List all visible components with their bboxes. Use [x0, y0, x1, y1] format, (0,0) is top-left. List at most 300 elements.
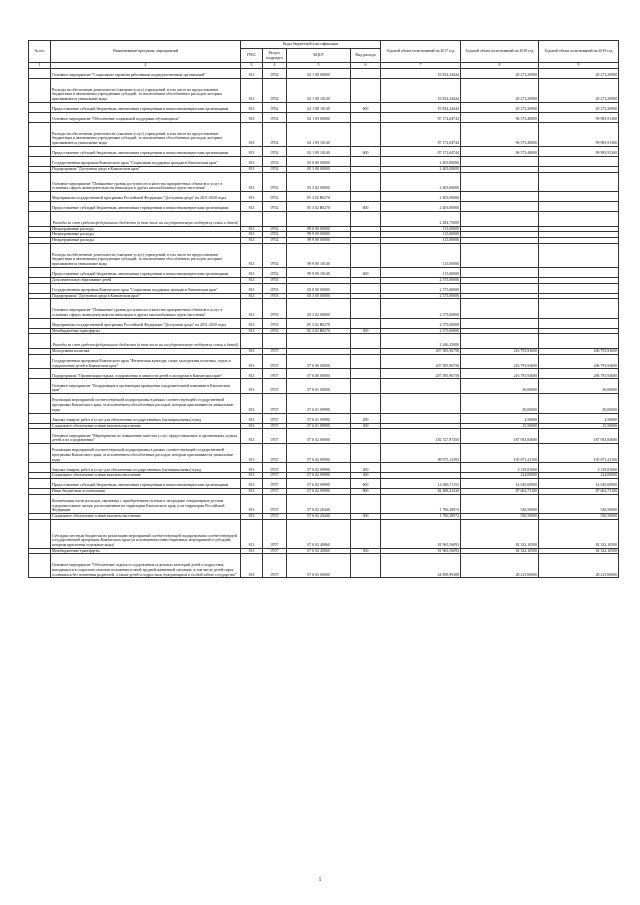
table-row	[29, 146, 619, 156]
cell-v18	[461, 191, 539, 201]
cell-v19: 20 273,20900	[539, 78, 619, 102]
cell-num	[29, 191, 51, 201]
cell-name: Основное мероприятие "Обеспечение социальной поддержки обучающихся"	[51, 112, 241, 122]
cell-vr: 300	[351, 514, 381, 520]
cell-v17: 87 172,64744	[381, 122, 461, 146]
cell-rz: 0707	[263, 443, 287, 462]
cell-num	[29, 243, 51, 267]
table-row	[29, 201, 619, 211]
cell-v18: 25,50000	[461, 423, 539, 429]
cell-grbs: 813	[241, 226, 263, 232]
cell-grbs: 813	[241, 166, 263, 172]
cell-v18: 20 273,20900	[461, 102, 539, 112]
cell-v17: 81 965,56093	[381, 519, 461, 548]
cell-v19: 87 663,73100	[539, 489, 619, 495]
cell-rz: 0707	[263, 548, 287, 554]
cell-ksr: 05 3 00 00000	[287, 166, 351, 172]
cell-ksr: 02 1 09 10140	[287, 122, 351, 146]
table-row	[29, 463, 619, 473]
cell-v17: 2 446,25000	[381, 334, 461, 349]
cell-num	[29, 201, 51, 211]
cell-v17: 2 405,00000	[381, 172, 461, 191]
cell-name: Реализация мероприятий соответствующей подпрограммы в рамках соответствующей государственной программы Камчатского края, за исключением обособленных расходов, которым присваиваются уникальные коды	[51, 443, 241, 462]
cell-v19: 536,50000	[539, 494, 619, 513]
cell-grbs: 813	[241, 413, 263, 423]
table-row	[29, 423, 619, 429]
cell-name: Межбюджетные трансферты	[51, 328, 241, 334]
cell-vr: 300	[351, 473, 381, 479]
cell-name: Основное мероприятие "Повышение уровня доступности и качества приоритетных объектов и услуг в основных сферах жизнедеятельности инвалидов и других маломобильных групп населения"	[51, 299, 241, 318]
cell-vr: 600	[351, 479, 381, 489]
cell-grbs: 813	[241, 146, 263, 156]
cell-num	[29, 267, 51, 277]
codes-group-header: Коды бюджетной классификации	[241, 41, 381, 49]
cell-name: Предоставление субсидий бюджетным, автономным учреждениям и иным некоммерческим организациям	[51, 479, 241, 489]
cell-v18: 82 332,10500	[461, 519, 539, 548]
cell-rz: 0702	[263, 232, 287, 238]
col-vr-header: Вид расхода	[351, 49, 381, 63]
cell-v18	[461, 334, 539, 349]
cell-v18: 96 573,40000	[461, 146, 539, 156]
cell-name: Предоставление субсидий бюджетным, автономным учреждениям и иным некоммерческим организациям	[51, 102, 241, 112]
cell-v17: 1 786,38974	[381, 494, 461, 513]
cell-vr	[351, 122, 381, 146]
cell-grbs: 813	[241, 394, 263, 413]
cell-ksr: 05 0 00 00000	[287, 156, 351, 166]
cell-name: Государственная программа Камчатского края "Социальная поддержка граждан в Камчатском крае"	[51, 283, 241, 293]
cell-name: Основное мероприятие "Повышение уровня доступности и качества приоритетных объектов и услуг в основных сферах жизнедеятельности инвалидов и других маломобильных групп населения"	[51, 172, 241, 191]
cell-vr: 600	[351, 201, 381, 211]
cell-v19	[539, 318, 619, 328]
cell-num	[29, 479, 51, 489]
table-row	[29, 429, 619, 444]
cell-grbs: 813	[241, 201, 263, 211]
cell-vr	[351, 68, 381, 78]
cell-v19	[539, 267, 619, 277]
cell-name: Непрограммные расходы	[51, 226, 241, 232]
cell-v19: 28 215,00000	[539, 554, 619, 578]
cell-grbs: 813	[241, 68, 263, 78]
table-row	[29, 479, 619, 489]
cell-v17: 207 585,96758	[381, 354, 461, 369]
cell-num	[29, 146, 51, 156]
cell-grbs: 813	[241, 429, 263, 444]
cell-num	[29, 68, 51, 78]
col-razdel-header: Раздел, подраздел	[263, 49, 287, 63]
cell-grbs: 813	[241, 349, 263, 355]
cell-v17: 24 858,99308	[381, 554, 461, 578]
cell-rz: 0707	[263, 514, 287, 520]
cell-rz: 0703	[263, 283, 287, 293]
cell-name: Мероприятия государственной программы Российской Федерации "Доступная среда" на 2011-2020 годы	[51, 191, 241, 201]
cell-v17: 84 488,41430	[381, 489, 461, 495]
cell-v19: 20 273,20900	[539, 102, 619, 112]
table-row	[29, 78, 619, 102]
cell-rz: 0702	[263, 112, 287, 122]
cell-rz: 0702	[263, 102, 287, 112]
cell-name: Основное мероприятие "Мероприятия по повышению качества услуг, предоставляемых в организациях отдыха детей и их оздоровления"	[51, 429, 241, 444]
cell-grbs: 813	[241, 293, 263, 299]
table-row	[29, 334, 619, 349]
cell-grbs: 813	[241, 318, 263, 328]
cell-rz: 0707	[263, 479, 287, 489]
table-row	[29, 299, 619, 318]
cell-num	[29, 463, 51, 473]
cell-v17: 207 585,96758	[381, 349, 461, 355]
cell-num	[29, 369, 51, 379]
cell-v19	[539, 172, 619, 191]
cell-ksr: 07 6 02 40060	[287, 548, 351, 554]
cell-vr: 200	[351, 413, 381, 423]
cell-ksr: 07 6 00 00000	[287, 369, 351, 379]
cell-grbs: 813	[241, 328, 263, 334]
cell-name: Социальное обеспечение и иные выплаты населению	[51, 473, 241, 479]
cell-v17	[381, 379, 461, 394]
cell-v17: 2 575,00000	[381, 299, 461, 318]
cell-grbs: 813	[241, 554, 263, 578]
cell-num	[29, 112, 51, 122]
table-row	[29, 283, 619, 293]
cell-ksr: 07 6 01 00000	[287, 379, 351, 394]
cell-v18: 224,00000	[461, 473, 539, 479]
cell-vr: 500	[351, 548, 381, 554]
cell-name: Государственная программа Камчатского края "Физическая культура, спорт, молодежная политика, отдых и оздоровление детей в Камчатском крае"	[51, 354, 241, 369]
cell-ksr: 05 3 02 R0270	[287, 318, 351, 328]
cell-vr	[351, 191, 381, 201]
cell-ksr: 07 6 02 09990	[287, 463, 351, 473]
cell-grbs: 813	[241, 267, 263, 277]
cell-grbs: 813	[241, 463, 263, 473]
cell-num	[29, 413, 51, 423]
column-index-cell: 5	[287, 63, 351, 69]
cell-name: Непрограммные расходы	[51, 238, 241, 244]
cell-v18: 30,00000	[461, 394, 539, 413]
cell-ksr: 99 9 00 10140	[287, 243, 351, 267]
cell-v18	[461, 211, 539, 226]
cell-rz: 0702	[263, 122, 287, 146]
cell-num	[29, 172, 51, 191]
table-row	[29, 191, 619, 201]
cell-v19	[539, 299, 619, 318]
cell-v19	[539, 201, 619, 211]
cell-ksr	[287, 334, 351, 349]
table-row	[29, 68, 619, 78]
cell-grbs: 813	[241, 548, 263, 554]
cell-name: Закупка товаров, работ и услуг для обеспечения государственных (муниципальных) нужд	[51, 463, 241, 473]
cell-vr	[351, 318, 381, 328]
cell-v19	[539, 243, 619, 267]
cell-v17: 2 405,00000	[381, 166, 461, 172]
cell-rz: 0703	[263, 328, 287, 334]
cell-name: Непрограммные расходы	[51, 232, 241, 238]
cell-rz: 0707	[263, 354, 287, 369]
cell-grbs: 813	[241, 299, 263, 318]
cell-grbs	[241, 211, 263, 226]
cell-rz: 0702	[263, 201, 287, 211]
budget-table	[28, 40, 619, 578]
table-row	[29, 379, 619, 394]
cell-v19: 20 273,20900	[539, 68, 619, 78]
table-row	[29, 519, 619, 548]
cell-v18: 28 215,00000	[461, 554, 539, 578]
cell-vr	[351, 494, 381, 513]
cell-rz: 0707	[263, 423, 287, 429]
cell-v17: 115,00000	[381, 238, 461, 244]
cell-rz: 0702	[263, 68, 287, 78]
cell-grbs: 813	[241, 354, 263, 369]
cell-rz: 0707	[263, 473, 287, 479]
table-row	[29, 494, 619, 513]
cell-grbs: 813	[241, 78, 263, 102]
cell-grbs: 813	[241, 519, 263, 548]
cell-v18: 30,00000	[461, 379, 539, 394]
cell-vr	[351, 334, 381, 349]
cell-v19: 224,00000	[539, 473, 619, 479]
cell-v19: 99 983,91300	[539, 146, 619, 156]
cell-ksr: 02 1 09 00000	[287, 112, 351, 122]
table-row	[29, 394, 619, 413]
cell-v19	[539, 334, 619, 349]
cell-num	[29, 429, 51, 444]
cell-v17: 115,00000	[381, 232, 461, 238]
cell-vr	[351, 394, 381, 413]
table-row	[29, 443, 619, 462]
cell-ksr	[287, 211, 351, 226]
cell-v18	[461, 267, 539, 277]
cell-name: Субсидии местным бюджетам на реализацию мероприятий соответствующей подпрограммы соответствующей государственной программы Камчатского края (за исключением инвестиционных мероприятий и субсидий, которым присвоены отдельные коды)	[51, 519, 241, 548]
cell-name: Компенсация части расходов, связанных с приобретением путевок в загородные стационарные детские оздоровительные лагеря, расположенные на территории Камчатского края, и на территории Российской Федерации	[51, 494, 241, 513]
cell-rz: 0702	[263, 166, 287, 172]
cell-num	[29, 102, 51, 112]
cell-v19: 206 793,93600	[539, 369, 619, 379]
cell-grbs: 813	[241, 156, 263, 166]
cell-name: Подпрограмма "Доступная среда в Камчатском крае"	[51, 293, 241, 299]
table-row	[29, 102, 619, 112]
cell-v19: 82 332,10500	[539, 548, 619, 554]
cell-v18: 4,50000	[461, 413, 539, 423]
cell-vr	[351, 243, 381, 267]
cell-ksr: 07 6 02 00000	[287, 429, 351, 444]
column-index-cell: 1	[29, 63, 51, 69]
cell-rz: 0702	[263, 146, 287, 156]
cell-grbs: 813	[241, 232, 263, 238]
cell-num	[29, 156, 51, 166]
table-row	[29, 156, 619, 166]
cell-ksr: 05 3 02 00000	[287, 299, 351, 318]
cell-name: Подпрограмма "Доступная среда в Камчатском крае"	[51, 166, 241, 172]
cell-ksr: 02 1 09 10140	[287, 146, 351, 156]
cell-vr: 600	[351, 267, 381, 277]
cell-rz: 0707	[263, 554, 287, 578]
cell-vr	[351, 156, 381, 166]
table-row	[29, 514, 619, 520]
cell-v18: 216 793,93600	[461, 354, 539, 369]
table-row	[29, 243, 619, 267]
cell-num	[29, 354, 51, 369]
column-index-cell: 3	[241, 63, 263, 69]
cell-rz: 0707	[263, 519, 287, 548]
cell-num	[29, 394, 51, 413]
table-row	[29, 122, 619, 146]
cell-name: Закупка товаров, работ и услуг для обеспечения государственных (муниципальных) нужд	[51, 413, 241, 423]
cell-num	[29, 318, 51, 328]
table-row	[29, 211, 619, 226]
cell-ksr: 07 6 01 09990	[287, 423, 351, 429]
cell-num	[29, 211, 51, 226]
col-name-header: Наименование программ, мероприятий	[51, 41, 241, 63]
table-row	[29, 318, 619, 328]
cell-rz: 0707	[263, 429, 287, 444]
cell-v19	[539, 211, 619, 226]
cell-rz: 0703	[263, 299, 287, 318]
cell-rz: 0702	[263, 243, 287, 267]
cell-num	[29, 379, 51, 394]
cell-ksr: 07 6 01 09990	[287, 413, 351, 423]
cell-v17: 207 585,96758	[381, 369, 461, 379]
cell-v19: 187 943,83600	[539, 429, 619, 444]
cell-name: Основное мероприятие "Координация и организация проведения оздоровительной кампании в Камчатском крае"	[51, 379, 241, 394]
cell-grbs: 813	[241, 489, 263, 495]
cell-ksr: 05 3 02 R0270	[287, 328, 351, 334]
cell-v19	[539, 156, 619, 166]
page-number: 5	[318, 878, 322, 883]
cell-grbs: 813	[241, 479, 263, 489]
cell-v19	[539, 283, 619, 293]
cell-num	[29, 494, 51, 513]
cell-ksr: 99 9 00 00000	[287, 238, 351, 244]
cell-v19: 3 139,81000	[539, 463, 619, 473]
cell-grbs: 813	[241, 238, 263, 244]
cell-vr	[351, 283, 381, 293]
column-index-cell: 8	[461, 63, 539, 69]
cell-v18	[461, 243, 539, 267]
cell-vr	[351, 172, 381, 191]
cell-v18: 216 793,93600	[461, 369, 539, 379]
cell-v19: 30,00000	[539, 394, 619, 413]
cell-rz: 0703	[263, 318, 287, 328]
cell-rz: 0707	[263, 494, 287, 513]
cell-v18: 187 943,83600	[461, 429, 539, 444]
cell-v17	[381, 413, 461, 423]
cell-ksr: 05 0 00 00000	[287, 283, 351, 293]
cell-v18: 87 663,73100	[461, 489, 539, 495]
cell-v17: 2 405,00000	[381, 201, 461, 211]
cell-rz: 0707	[263, 379, 287, 394]
column-index-cell: 4	[263, 63, 287, 69]
cell-grbs: 813	[241, 379, 263, 394]
cell-ksr: 07 0 00 00000	[287, 354, 351, 369]
cell-rz: 0702	[263, 191, 287, 201]
cell-rz: 0703	[263, 293, 287, 299]
cell-ksr: 02 1 08 00000	[287, 68, 351, 78]
cell-rz: 0703	[263, 277, 287, 283]
cell-vr	[351, 112, 381, 122]
cell-ksr: 07 6 03 00000	[287, 554, 351, 578]
cell-name: Основное мероприятие "Обеспечение отдыха и оздоровления отдельных категорий детей и подростков, находящихся в социально-опасном положении и иной трудной жизненной ситуации, в том числе детей-сирот, оставшихся без попечения родителей, а также детей и подростков, нуждающихся в особой заботе государства"	[51, 554, 241, 578]
cell-v18	[461, 172, 539, 191]
cell-name: Предоставление субсидий бюджетным, автономным учреждениям и иным некоммерческим организациям	[51, 267, 241, 277]
cell-grbs: 813	[241, 514, 263, 520]
cell-num	[29, 554, 51, 578]
cell-v17: 81 965,56093	[381, 548, 461, 554]
cell-name: Предоставление субсидий бюджетным, автономным учреждениям и иным некоммерческим организациям	[51, 201, 241, 211]
cell-v18	[461, 156, 539, 166]
cell-grbs: 813	[241, 473, 263, 479]
cell-num	[29, 78, 51, 102]
cell-vr: 300	[351, 423, 381, 429]
col-grbs-header: ГРБС	[241, 49, 263, 63]
cell-name: Иные бюджетные ассигнования	[51, 489, 241, 495]
cell-rz: 0702	[263, 238, 287, 244]
column-index-cell: 2	[51, 63, 241, 69]
cell-grbs: 813	[241, 277, 263, 283]
cell-rz: 0707	[263, 463, 287, 473]
cell-rz: 0707	[263, 413, 287, 423]
col-2019-header: Годовой объем ассигнований на 2019 год	[539, 41, 619, 63]
cell-name: Молодежная политика	[51, 349, 241, 355]
table-row	[29, 369, 619, 379]
cell-v19: 536,50000	[539, 514, 619, 520]
col-2017-header: Годовой объем ассигнований на 2017 год	[381, 41, 461, 63]
cell-v17: 182 727,97450	[381, 429, 461, 444]
cell-grbs: 813	[241, 369, 263, 379]
cell-ksr: 07 6 01 09990	[287, 394, 351, 413]
cell-ksr: 07 6 02 40060	[287, 519, 351, 548]
cell-v17: 2 575,00000	[381, 328, 461, 334]
cell-ksr: 02 1 08 10140	[287, 78, 351, 102]
cell-vr	[351, 443, 381, 462]
cell-v19: 25,50000	[539, 423, 619, 429]
col-num-header: № п/п	[29, 41, 51, 63]
cell-v19: 105 073,23100	[539, 443, 619, 462]
cell-vr	[351, 211, 381, 226]
cell-v18: 96 573,40000	[461, 122, 539, 146]
cell-v19: 206 793,93600	[539, 349, 619, 355]
cell-name: Расходы на обеспечение деятельности (оказание услуг) учреждений, в том числе на предоставление бюджетным и автономным учреждениям субсидий, за исключением обособленных расходов, которым присваиваются уникальные коды	[51, 122, 241, 146]
cell-rz	[263, 334, 287, 349]
cell-name: Расходы на обеспечение деятельности (оказание услуг) учреждений, в том числе на предоставление бюджетным и автономным учреждениям субсидий, за исключением обособленных расходов, которым присваиваются уникальные коды	[51, 78, 241, 102]
cell-v18: 14 045,69000	[461, 479, 539, 489]
cell-name: Межбюджетные трансферты	[51, 548, 241, 554]
cell-grbs: 813	[241, 122, 263, 146]
cell-rz	[263, 211, 287, 226]
cell-ksr: 07 6 02 09990	[287, 443, 351, 462]
cell-ksr: 05 3 00 00000	[287, 293, 351, 299]
cell-num	[29, 443, 51, 462]
cell-v19	[539, 191, 619, 201]
cell-num	[29, 299, 51, 318]
cell-name: Предоставление субсидий бюджетным, автономным учреждениям и иным некоммерческим организациям	[51, 146, 241, 156]
cell-rz: 0702	[263, 78, 287, 102]
cell-v17: 2 405,00000	[381, 191, 461, 201]
cell-v18	[461, 201, 539, 211]
cell-v19: 4,50000	[539, 413, 619, 423]
cell-v18: 20 273,20900	[461, 68, 539, 78]
cell-v17: 115,00000	[381, 267, 461, 277]
cell-v17: 2 575,00000	[381, 283, 461, 293]
cell-name: Социальное обеспечение и иные выплаты населению	[51, 423, 241, 429]
cell-v18: 82 332,10500	[461, 548, 539, 554]
cell-grbs: 813	[241, 191, 263, 201]
cell-v19: 99 983,91300	[539, 112, 619, 122]
cell-v17: 2 405,00000	[381, 156, 461, 166]
cell-v18: 20 273,20900	[461, 78, 539, 102]
cell-ksr: 05 3 02 R0270	[287, 201, 351, 211]
table-row	[29, 554, 619, 578]
cell-ksr: 07 6 02 09990	[287, 479, 351, 489]
table-row	[29, 473, 619, 479]
cell-rz: 0707	[263, 394, 287, 413]
